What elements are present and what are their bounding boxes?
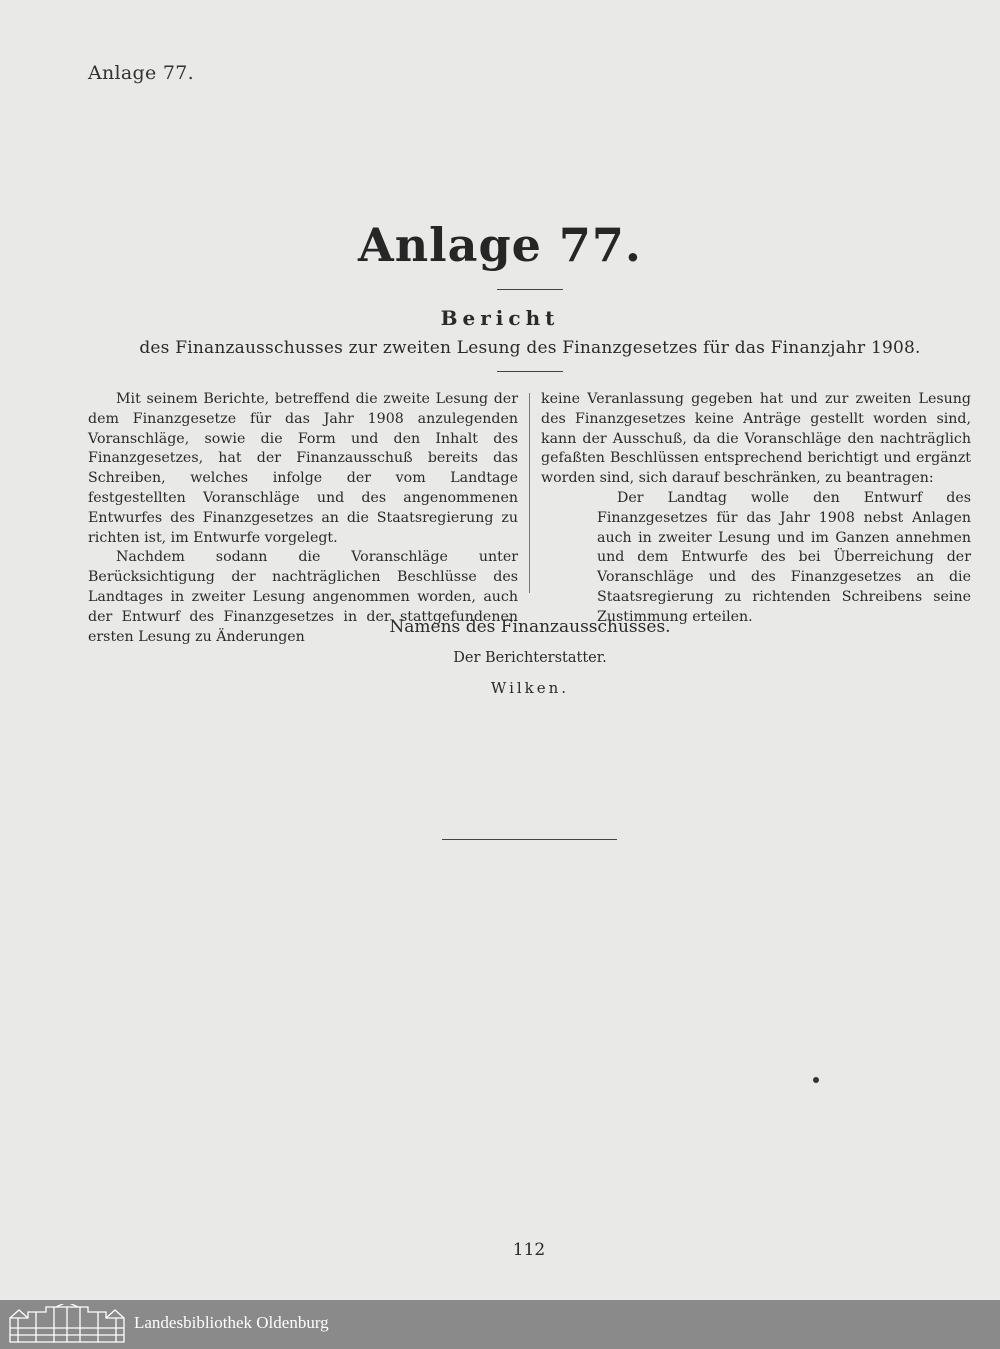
left-paragraph-2: Nachdem sodann die Voranschläge unter Berücksichtigung der nachträglichen Beschlüsse des Landtages in zweiter Lesung angenommen worden, auch der Entwurf des Finanzgesetzes in der stattgefundenen ersten Lesung zu Änderungen xyxy=(88,549,518,645)
title-rule xyxy=(497,289,563,290)
library-building-icon xyxy=(8,1304,126,1348)
library-name: Landesbibliothek Oldenburg xyxy=(134,1313,329,1332)
right-paragraph-1: keine Veranlassung gegeben hat und zur zweiten Lesung des Finanzgesetzes keine Anträge gestellt worden sind, kann der Ausschuß, da die Voranschläge den nachträglich gefaßten Beschlüssen entsprechend berichtigt und ergänzt worden sind, sich darauf beschränken, zu beantragen: xyxy=(541,391,971,487)
column-divider xyxy=(529,393,530,593)
left-paragraph-1: Mit seinem Berichte, betreffend die zweite Lesung der dem Finanzgesetze für das Jahr 1908 anzulegenden Voranschläge, sowie die Form und den Inhalt des Finanzgesetzes, hat der Finanzausschuß bereits das Schreiben, welches infolge der vom Landtage festgestellten Voranschläge und des angenommenen Entwurfes des Finanzgesetzes an die Staatsregierung zu richten ist, im Entwurfe vorgelegt. xyxy=(88,391,518,546)
library-footer xyxy=(0,1300,1000,1349)
signature-name: Wilken. xyxy=(490,679,570,697)
corner-label: Anlage 77. xyxy=(88,62,195,84)
right-paragraph-motion: Der Landtag wolle den Entwurf des Finanzgesetzes für das Jahr 1908 nebst Anlagen auch in zweiter Lesung und im Ganzen annehmen und dem Entwurfe des bei Überreichung der Voranschläge und des Finanzgesetzes an die Staatsregierung zu richtenden Schreibens seine Zustimmung erteilen. xyxy=(597,489,971,625)
page-number: 112 xyxy=(512,1240,546,1260)
report-heading: Bericht xyxy=(440,306,560,330)
report-subtitle: des Finanzausschusses zur zweiten Lesung des Finanzgesetzes für das Finanzjahr 1908. xyxy=(139,338,921,358)
right-column xyxy=(541,390,971,628)
closing-rule xyxy=(442,839,617,840)
scan-speck xyxy=(813,1077,819,1083)
page-title: Anlage 77. xyxy=(358,218,642,272)
left-column xyxy=(88,390,518,647)
signature-role: Der Berichterstatter. xyxy=(453,650,607,666)
signature-committee: Namens des Finanzausschusses. xyxy=(389,617,671,637)
subtitle-rule xyxy=(497,371,563,372)
